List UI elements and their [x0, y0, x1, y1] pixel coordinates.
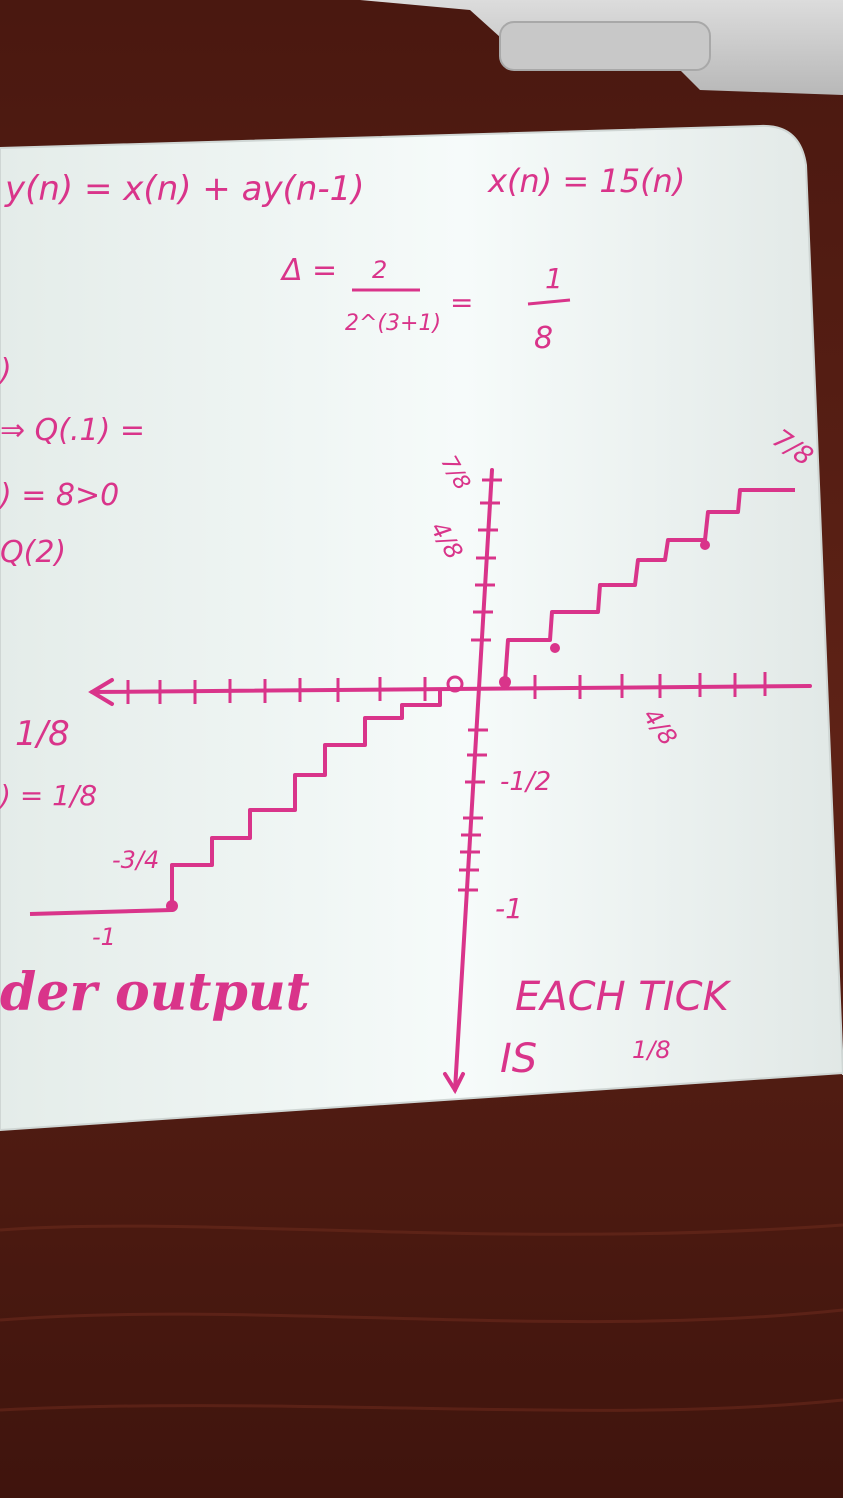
input-equation: x(n) = 15(n) — [488, 162, 686, 200]
neg-half-label: -1/2 — [500, 767, 552, 797]
neg-three-quarters-label: -3/4 — [112, 846, 160, 874]
axis-top-label: 7/8 — [435, 451, 475, 495]
laptop-trackpad — [500, 22, 710, 70]
staircase-end-label: 7/8 — [766, 423, 819, 473]
left-note-5: ) = 1/8 — [0, 779, 98, 812]
delta-equals: = — [450, 286, 474, 319]
delta-denominator: 2^(3+1) — [345, 311, 442, 336]
recurrence-equation: y(n) = x(n) + ay(n-1) — [5, 169, 365, 209]
staircase-start-dot — [499, 676, 511, 688]
left-note-3: ) = 8>0 — [0, 478, 120, 513]
staircase-dot-1 — [550, 643, 560, 653]
delta-label: Δ = — [282, 253, 338, 288]
each-tick-value: 1/8 — [632, 1036, 671, 1064]
left-note-1: ) — [0, 353, 12, 388]
neg-one-label: -1 — [495, 892, 523, 925]
output-caption: der output — [0, 962, 310, 1023]
left-fraction: 1/8 — [15, 714, 70, 754]
left-note-2: ⇒ Q(.1) = — [0, 413, 145, 448]
left-note-4: Q(2) — [0, 535, 67, 570]
x-axis-label: 4/8 — [637, 702, 683, 751]
each-tick-line1: EACH TICK — [515, 974, 729, 1020]
each-tick-line2: IS — [500, 1036, 538, 1082]
axis-upper-label: 4/8 — [424, 516, 469, 565]
staircase-end-dot — [166, 900, 178, 912]
neg-one-bottom-label: -1 — [92, 923, 116, 951]
delta-result-numerator: 1 — [545, 262, 563, 295]
delta-numerator: 2 — [372, 256, 388, 284]
staircase-dot-2 — [700, 540, 710, 550]
delta-result-denominator: 8 — [534, 321, 554, 356]
